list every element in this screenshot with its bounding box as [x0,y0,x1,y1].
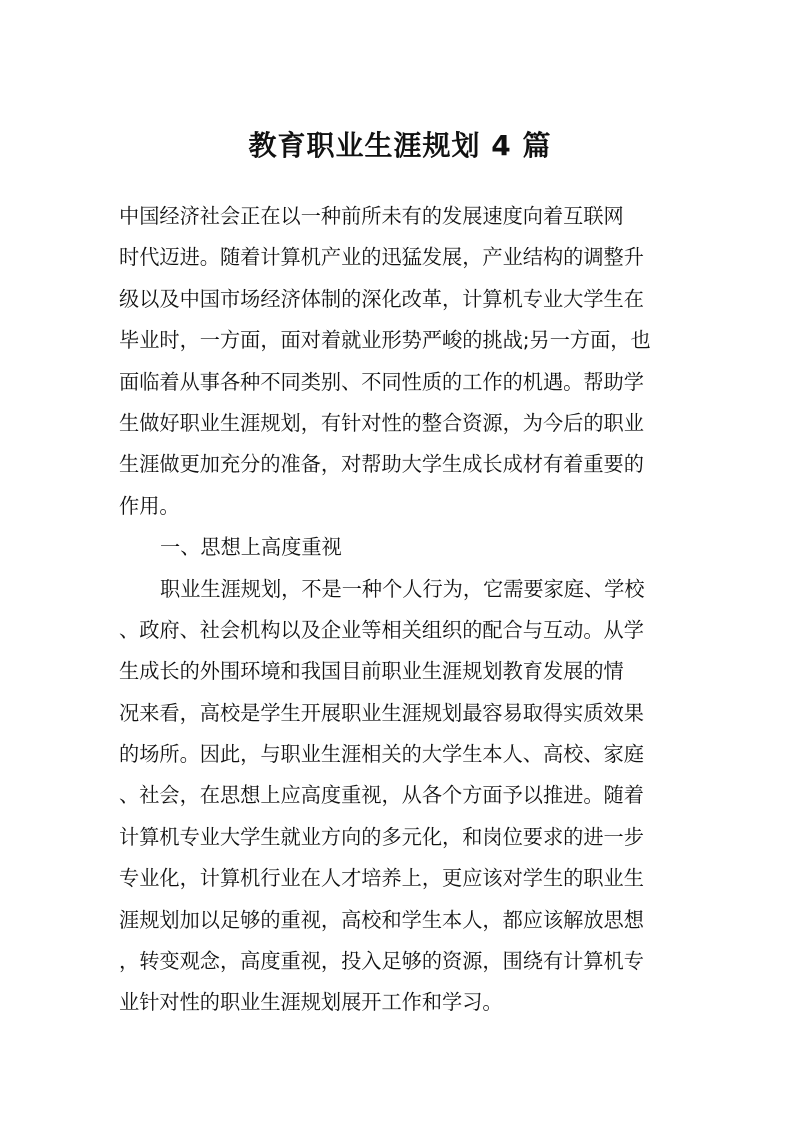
paragraph-line: 职业生涯规划，不是一种个人行为，它需要家庭、学校 [160,576,645,601]
paragraph-line: 涯规划加以足够的重视，高校和学生本人，都应该解放思想 [119,907,644,932]
paragraph-line: 计算机专业大学生就业方向的多元化，和岗位要求的进一步 [119,824,644,849]
paragraph-line: 况来看，高校是学生开展职业生涯规划最容易取得实质效果 [119,700,644,725]
paragraph-line: 专业化，计算机行业在人才培养上，更应该对学生的职业生 [119,866,644,891]
paragraph-line: 毕业时，一方面，面对着就业形势严峻的挑战;另一方面，也 [119,328,651,353]
paragraph-line: 、政府、社会机构以及企业等相关组织的配合与互动。从学 [119,617,644,642]
section-heading: 一、思想上高度重视 [160,535,342,560]
paragraph-line: 的场所。因此，与职业生涯相关的大学生本人、高校、家庭 [119,742,644,767]
paragraph-line: ，转变观念，高度重视，投入足够的资源，围绕有计算机专 [119,949,644,974]
paragraph-line: 生成长的外围环境和我国目前职业生涯规划教育发展的情 [119,659,624,684]
paragraph-line: 生涯做更加充分的准备，对帮助大学生成长成材有着重要的 [119,452,644,477]
paragraph-line: 、社会，在思想上应高度重视，从各个方面予以推进。随着 [119,783,644,808]
paragraph-line: 中国经济社会正在以一种前所未有的发展速度向着互联网 [119,204,624,228]
paragraph-line: 时代迈进。随着计算机产业的迅猛发展，产业结构的调整升 [119,245,644,270]
paragraph-line: 生做好职业生涯规划，有针对性的整合资源，为今后的职业 [119,410,644,435]
document-body [119,196,681,1024]
paragraph-line: 面临着从事各种不同类别、不同性质的工作的机遇。帮助学 [119,369,644,394]
section-paragraph [119,569,681,1024]
paragraph-line: 业针对性的职业生涯规划展开工作和学习。 [119,990,503,1015]
document-title: 教育职业生涯规划 4 篇 [248,129,552,162]
intro-paragraph [119,196,681,527]
paragraph-line: 作用。 [119,493,180,518]
paragraph-line: 级以及中国市场经济体制的深化改革，计算机专业大学生在 [119,286,644,311]
